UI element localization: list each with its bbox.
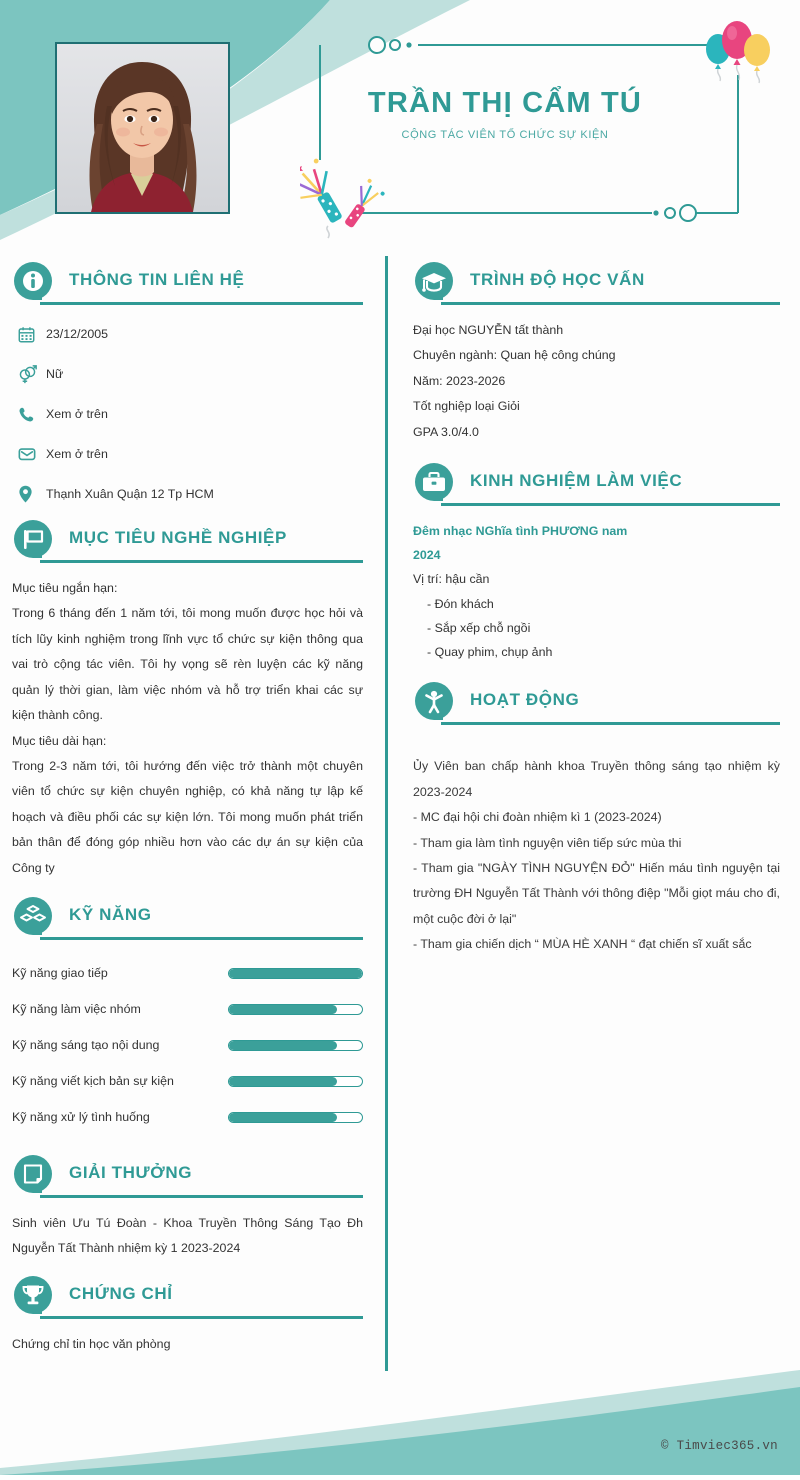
section-rule xyxy=(441,503,780,506)
skill-progress-fill xyxy=(229,1041,337,1050)
activity-line: Ủy Viên ban chấp hành khoa Truyền thông sáng tạo nhiệm kỳ 2023-2024 xyxy=(413,759,780,799)
skill-label: Kỹ năng viết kịch bản sự kiện xyxy=(12,1074,174,1089)
section-objective xyxy=(12,520,363,881)
education-line: Tốt nghiệp loại Giỏi xyxy=(413,399,520,414)
section-title: KỸ NĂNG xyxy=(69,905,152,925)
awards-text: Sinh viên Ưu Tú Đoàn - Khoa Truyền Thông Sáng Tạo Đh Nguyễn Tất Thành nhiệm kỳ 1 2023-2024 xyxy=(12,1216,363,1256)
skill-row xyxy=(12,1063,363,1099)
name-block xyxy=(325,88,685,141)
section-header-experience xyxy=(413,463,780,509)
section-awards xyxy=(12,1155,363,1262)
skill-progress-fill xyxy=(229,969,362,978)
section-rule xyxy=(441,302,780,305)
person-activity-icon xyxy=(413,682,455,724)
contact-item-email xyxy=(12,434,363,474)
section-title: MỤC TIÊU NGHỀ NGHIỆP xyxy=(69,528,287,547)
section-rule xyxy=(40,560,363,563)
certificate-icon xyxy=(12,1155,54,1197)
gender-icon xyxy=(12,365,46,384)
skill-label: Kỹ năng sáng tạo nội dung xyxy=(12,1038,160,1053)
section-header-objective xyxy=(12,520,363,566)
skills-list xyxy=(12,943,363,1135)
activity-line: - Tham gia làm tình nguyện viên tiếp sức mùa thi xyxy=(413,835,682,850)
skill-label: Kỹ năng xử lý tình huống xyxy=(12,1110,150,1125)
flag-icon xyxy=(12,520,54,562)
experience-bullet: - Sắp xếp chỗ ngồi xyxy=(427,620,531,635)
contact-value: 23/12/2005 xyxy=(46,327,109,341)
footer-credit: © Timviec365.vn xyxy=(660,1439,778,1453)
education-body xyxy=(413,308,780,445)
skill-progress-bar xyxy=(228,968,363,979)
skill-row xyxy=(12,1027,363,1063)
blocks-icon xyxy=(12,897,54,939)
profile-photo xyxy=(55,42,230,214)
graduation-cap-icon xyxy=(413,262,455,304)
section-title: HOẠT ĐỘNG xyxy=(470,690,580,710)
activities-body xyxy=(413,728,780,957)
contact-value: Nữ xyxy=(46,367,64,381)
section-title: KINH NGHIỆM LÀM VIỆC xyxy=(470,471,683,491)
contact-value: Thạnh Xuân Quận 12 Tp HCM xyxy=(46,487,214,501)
contact-item-address xyxy=(12,474,363,514)
activity-line: - Tham gia "NGÀY TÌNH NGUYỆN ĐỎ" Hiến máu tình nguyện tại trường ĐH Nguyễn Tất Thành với thông điệp "Mỗi giọt máu cho đi, một cuộc đời ở lại" xyxy=(413,860,780,926)
skill-progress-bar xyxy=(228,1004,363,1015)
section-rule xyxy=(40,302,363,305)
activity-line: - MC đại hội chi đoàn nhiệm kì 1 (2023-2024) xyxy=(413,810,662,825)
section-title: THÔNG TIN LIÊN HỆ xyxy=(69,270,245,289)
awards-body xyxy=(12,1201,363,1262)
skill-row xyxy=(12,955,363,991)
objective-paragraph: Mục tiêu ngắn hạn: xyxy=(12,581,118,595)
activity-line: - Tham gia chiến dịch “ MÙA HÈ XANH “ đạt chiến sĩ xuất sắc xyxy=(413,937,752,952)
contact-item-birthday xyxy=(12,314,363,354)
section-skills xyxy=(12,897,363,1135)
section-rule xyxy=(40,937,363,940)
experience-body xyxy=(413,509,780,664)
section-header-education xyxy=(413,262,780,308)
skill-label: Kỹ năng giao tiếp xyxy=(12,966,108,981)
balloons-icon xyxy=(700,18,780,88)
objective-paragraph: Trong 6 tháng đến 1 năm tới, tôi mong muốn được học hỏi và tích lũy kinh nghiệm trong lĩnh vực tổ chức sự kiện thông qua vai trò cộng tác viên. Tôi hy vọng sẽ rèn luyện các kỹ năng quản lý thời gian, làm việc nhóm và hỗ trợ triển khai các sự kiện thành công. xyxy=(12,606,363,723)
section-rule xyxy=(40,1195,363,1198)
experience-position: Vị trí: hậu cần xyxy=(413,572,490,587)
page-title: TRẦN THỊ CẨM TÚ xyxy=(367,87,643,119)
education-line: Đại học NGUYỄN tất thành xyxy=(413,323,564,337)
right-column xyxy=(395,250,800,962)
skill-progress-fill xyxy=(229,1077,337,1086)
contact-value: Xem ở trên xyxy=(46,407,108,421)
section-rule xyxy=(40,1316,363,1319)
skill-progress-fill xyxy=(229,1113,337,1122)
section-experience xyxy=(413,463,780,664)
objective-paragraph: Mục tiêu dài hạn: xyxy=(12,733,107,748)
education-line: GPA 3.0/4.0 xyxy=(413,424,479,439)
skill-progress-bar xyxy=(228,1076,363,1087)
experience-company: Đêm nhạc NGhĩa tình PHƯƠNG nam xyxy=(413,524,628,539)
section-title: CHỨNG CHỈ xyxy=(69,1283,173,1303)
trophy-icon xyxy=(12,1276,54,1318)
cv-body xyxy=(0,250,800,1390)
education-line: Năm: 2023-2026 xyxy=(413,373,506,388)
skill-progress-bar xyxy=(228,1040,363,1051)
skill-row xyxy=(12,991,363,1027)
certificates-text: Chứng chỉ tin học văn phòng xyxy=(12,1336,171,1351)
cv-header xyxy=(0,0,800,250)
objective-paragraph: Trong 2-3 năm tới, tôi hướng đến việc trở thành một chuyên viên tổ chức sự kiện chuyên nghiệp, có khả năng tự lập kế hoạch và điều phối các sự kiện lớn. Tôi mong muốn phát triển bản thân để đóng góp nhiều hơn vào các dự án sự kiện của Công ty xyxy=(12,758,363,875)
skill-row xyxy=(12,1099,363,1135)
section-header-skills xyxy=(12,897,363,943)
section-title: TRÌNH ĐỘ HỌC VẤN xyxy=(470,270,645,289)
section-header-contact xyxy=(12,262,363,308)
skill-progress-fill xyxy=(229,1005,337,1014)
calendar-icon xyxy=(12,326,46,343)
section-rule xyxy=(441,722,780,725)
cv-footer xyxy=(0,1325,800,1475)
skill-progress-bar xyxy=(228,1112,363,1123)
info-icon xyxy=(12,262,54,304)
section-contact xyxy=(12,262,363,514)
contact-list xyxy=(12,308,363,514)
contact-item-phone xyxy=(12,394,363,434)
left-column xyxy=(0,250,385,1360)
contact-item-gender xyxy=(12,354,363,394)
section-header-awards xyxy=(12,1155,363,1201)
experience-year: 2024 xyxy=(413,548,441,563)
party-popper-icon xyxy=(300,150,390,240)
job-role: CỘNG TÁC VIÊN TỔ CHỨC SỰ KIỆN xyxy=(401,128,609,141)
section-activities xyxy=(413,682,780,957)
portrait-illustration xyxy=(57,44,228,212)
objective-body xyxy=(12,566,363,881)
education-line: Chuyên ngành: Quan hệ công chúng xyxy=(413,348,616,363)
section-header-activities xyxy=(413,682,780,728)
section-education xyxy=(413,262,780,445)
column-divider xyxy=(385,256,388,1371)
briefcase-icon xyxy=(413,463,455,505)
phone-icon xyxy=(12,406,46,423)
location-icon xyxy=(12,485,46,503)
skill-label: Kỹ năng làm việc nhóm xyxy=(12,1002,141,1017)
section-header-certificates xyxy=(12,1276,363,1322)
experience-bullet: - Quay phim, chụp ảnh xyxy=(427,645,553,660)
email-icon xyxy=(12,445,46,463)
contact-value: Xem ở trên xyxy=(46,447,108,461)
section-title: GIẢI THƯỞNG xyxy=(69,1163,193,1183)
experience-bullet: - Đón khách xyxy=(427,596,494,611)
